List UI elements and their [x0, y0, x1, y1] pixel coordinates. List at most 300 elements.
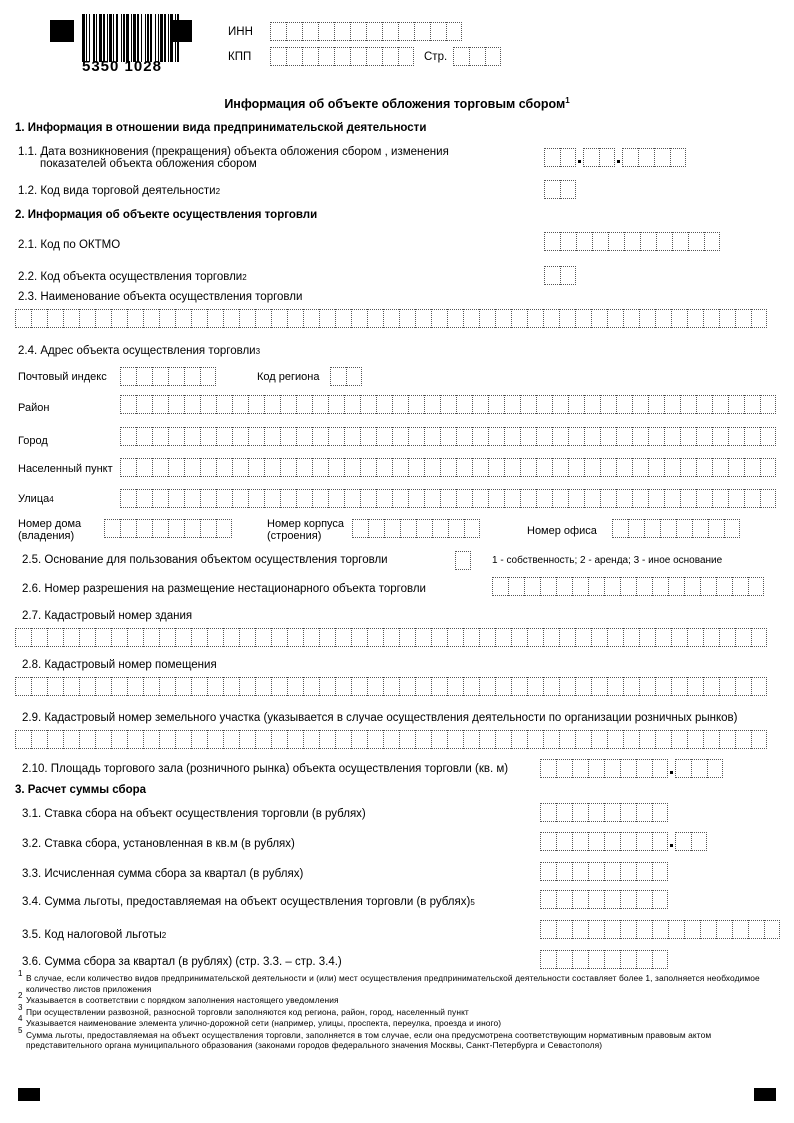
input-cell[interactable]: [696, 395, 712, 414]
input-cell[interactable]: [652, 577, 668, 596]
input-cell[interactable]: [184, 519, 200, 538]
input-cell[interactable]: [31, 309, 47, 328]
input-cell[interactable]: [120, 489, 136, 508]
house-number-input[interactable]: [104, 519, 232, 538]
input-cell[interactable]: [312, 427, 328, 446]
field-2-1-input[interactable]: [544, 232, 720, 251]
input-cell[interactable]: [652, 862, 668, 881]
input-cell[interactable]: [632, 458, 648, 477]
input-cell[interactable]: [588, 803, 604, 822]
input-cell[interactable]: [424, 458, 440, 477]
input-cell[interactable]: [408, 489, 424, 508]
input-cell[interactable]: [620, 890, 636, 909]
input-cell[interactable]: [600, 489, 616, 508]
input-cell[interactable]: [728, 395, 744, 414]
input-cell[interactable]: [691, 832, 707, 851]
input-cell[interactable]: [664, 489, 680, 508]
input-cell[interactable]: [652, 803, 668, 822]
input-cell[interactable]: [120, 367, 136, 386]
input-cell[interactable]: [328, 427, 344, 446]
input-cell[interactable]: [248, 458, 264, 477]
input-cell[interactable]: [47, 628, 63, 647]
input-cell[interactable]: [200, 489, 216, 508]
input-cell[interactable]: [520, 489, 536, 508]
input-cell[interactable]: [447, 309, 463, 328]
input-cell[interactable]: [255, 677, 271, 696]
input-cell[interactable]: [207, 730, 223, 749]
input-cell[interactable]: [604, 890, 620, 909]
input-cell[interactable]: [616, 458, 632, 477]
input-cell[interactable]: [556, 832, 572, 851]
input-cell[interactable]: [680, 489, 696, 508]
input-cell[interactable]: [527, 730, 543, 749]
input-cell[interactable]: [624, 232, 640, 251]
input-cell[interactable]: [648, 427, 664, 446]
building-number-input[interactable]: [352, 519, 480, 538]
input-cell[interactable]: [271, 628, 287, 647]
input-cell[interactable]: [159, 309, 175, 328]
input-cell[interactable]: [303, 677, 319, 696]
input-cell[interactable]: [744, 395, 760, 414]
input-cell[interactable]: [168, 367, 184, 386]
input-cell[interactable]: [584, 489, 600, 508]
input-cell[interactable]: [95, 309, 111, 328]
input-cell[interactable]: [335, 309, 351, 328]
input-cell[interactable]: [383, 677, 399, 696]
input-cell[interactable]: [200, 395, 216, 414]
input-cell[interactable]: [270, 47, 286, 66]
input-cell[interactable]: [424, 489, 440, 508]
input-cell[interactable]: [232, 489, 248, 508]
input-cell[interactable]: [511, 677, 527, 696]
input-cell[interactable]: [296, 395, 312, 414]
input-cell[interactable]: [607, 677, 623, 696]
input-cell[interactable]: [79, 730, 95, 749]
input-cell[interactable]: [640, 232, 656, 251]
input-cell[interactable]: [527, 628, 543, 647]
input-cell[interactable]: [588, 759, 604, 778]
input-cell[interactable]: [671, 730, 687, 749]
field-2-3-input[interactable]: [15, 309, 767, 328]
input-cell[interactable]: [184, 367, 200, 386]
input-cell[interactable]: [648, 395, 664, 414]
input-cell[interactable]: [675, 759, 691, 778]
street-input[interactable]: [120, 489, 776, 508]
input-cell[interactable]: [159, 628, 175, 647]
input-cell[interactable]: [335, 730, 351, 749]
input-cell[interactable]: [572, 577, 588, 596]
input-cell[interactable]: [639, 730, 655, 749]
input-cell[interactable]: [382, 22, 398, 41]
input-cell[interactable]: [239, 677, 255, 696]
field-2-6-input[interactable]: [492, 577, 764, 596]
input-cell[interactable]: [248, 489, 264, 508]
input-cell[interactable]: [287, 628, 303, 647]
input-cell[interactable]: [287, 677, 303, 696]
input-cell[interactable]: [751, 309, 767, 328]
input-cell[interactable]: [335, 677, 351, 696]
input-cell[interactable]: [623, 677, 639, 696]
input-cell[interactable]: [168, 519, 184, 538]
input-cell[interactable]: [392, 458, 408, 477]
input-cell[interactable]: [184, 489, 200, 508]
input-cell[interactable]: [572, 890, 588, 909]
input-cell[interactable]: [655, 309, 671, 328]
input-cell[interactable]: [431, 309, 447, 328]
city-input[interactable]: [120, 427, 776, 446]
input-cell[interactable]: [559, 677, 575, 696]
input-cell[interactable]: [604, 759, 620, 778]
input-cell[interactable]: [479, 677, 495, 696]
input-cell[interactable]: [15, 677, 31, 696]
input-cell[interactable]: [670, 148, 686, 167]
input-cell[interactable]: [312, 489, 328, 508]
input-cell[interactable]: [366, 47, 382, 66]
input-cell[interactable]: [399, 309, 415, 328]
input-cell[interactable]: [504, 395, 520, 414]
input-cell[interactable]: [431, 730, 447, 749]
input-cell[interactable]: [328, 489, 344, 508]
input-cell[interactable]: [536, 489, 552, 508]
input-cell[interactable]: [588, 862, 604, 881]
input-cell[interactable]: [367, 309, 383, 328]
input-cell[interactable]: [687, 309, 703, 328]
input-cell[interactable]: [360, 395, 376, 414]
input-cell[interactable]: [223, 628, 239, 647]
input-cell[interactable]: [540, 803, 556, 822]
input-cell[interactable]: [543, 309, 559, 328]
input-cell[interactable]: [495, 730, 511, 749]
input-cell[interactable]: [504, 458, 520, 477]
input-cell[interactable]: [716, 920, 732, 939]
input-cell[interactable]: [672, 232, 688, 251]
postal-index-input[interactable]: [120, 367, 216, 386]
input-cell[interactable]: [264, 458, 280, 477]
input-cell[interactable]: [588, 920, 604, 939]
input-cell[interactable]: [671, 309, 687, 328]
input-cell[interactable]: [691, 759, 707, 778]
input-cell[interactable]: [568, 489, 584, 508]
input-cell[interactable]: [120, 395, 136, 414]
input-cell[interactable]: [453, 47, 469, 66]
input-cell[interactable]: [712, 489, 728, 508]
input-cell[interactable]: [15, 628, 31, 647]
input-cell[interactable]: [191, 628, 207, 647]
input-cell[interactable]: [536, 458, 552, 477]
input-cell[interactable]: [207, 628, 223, 647]
input-cell[interactable]: [623, 309, 639, 328]
input-cell[interactable]: [415, 677, 431, 696]
input-cell[interactable]: [655, 730, 671, 749]
input-cell[interactable]: [540, 862, 556, 881]
input-cell[interactable]: [350, 47, 366, 66]
input-cell[interactable]: [479, 628, 495, 647]
input-cell[interactable]: [604, 920, 620, 939]
input-cell[interactable]: [636, 920, 652, 939]
input-cell[interactable]: [712, 458, 728, 477]
input-cell[interactable]: [584, 458, 600, 477]
input-cell[interactable]: [544, 232, 560, 251]
input-cell[interactable]: [664, 395, 680, 414]
input-cell[interactable]: [604, 862, 620, 881]
input-cell[interactable]: [79, 677, 95, 696]
input-cell[interactable]: [636, 832, 652, 851]
input-cell[interactable]: [383, 309, 399, 328]
input-cell[interactable]: [652, 890, 668, 909]
input-cell[interactable]: [560, 180, 576, 199]
input-cell[interactable]: [136, 367, 152, 386]
input-cell[interactable]: [751, 677, 767, 696]
input-cell[interactable]: [456, 395, 472, 414]
input-cell[interactable]: [607, 309, 623, 328]
input-cell[interactable]: [330, 367, 346, 386]
input-cell[interactable]: [344, 458, 360, 477]
input-cell[interactable]: [382, 47, 398, 66]
input-cell[interactable]: [588, 890, 604, 909]
input-cell[interactable]: [31, 730, 47, 749]
input-cell[interactable]: [111, 628, 127, 647]
input-cell[interactable]: [511, 628, 527, 647]
input-cell[interactable]: [216, 458, 232, 477]
input-cell[interactable]: [360, 427, 376, 446]
input-cell[interactable]: [95, 628, 111, 647]
input-cell[interactable]: [31, 677, 47, 696]
input-cell[interactable]: [318, 47, 334, 66]
input-cell[interactable]: [351, 677, 367, 696]
input-cell[interactable]: [660, 519, 676, 538]
input-cell[interactable]: [620, 950, 636, 969]
input-cell[interactable]: [287, 730, 303, 749]
input-cell[interactable]: [376, 489, 392, 508]
input-cell[interactable]: [704, 232, 720, 251]
input-cell[interactable]: [552, 395, 568, 414]
input-cell[interactable]: [560, 148, 576, 167]
input-cell[interactable]: [168, 489, 184, 508]
input-cell[interactable]: [152, 458, 168, 477]
input-cell[interactable]: [472, 427, 488, 446]
input-cell[interactable]: [687, 628, 703, 647]
input-cell[interactable]: [639, 309, 655, 328]
input-cell[interactable]: [508, 577, 524, 596]
input-cell[interactable]: [612, 519, 628, 538]
input-cell[interactable]: [447, 730, 463, 749]
input-cell[interactable]: [544, 180, 560, 199]
input-cell[interactable]: [264, 395, 280, 414]
input-cell[interactable]: [447, 677, 463, 696]
input-cell[interactable]: [760, 489, 776, 508]
input-cell[interactable]: [664, 458, 680, 477]
input-cell[interactable]: [79, 309, 95, 328]
input-cell[interactable]: [191, 309, 207, 328]
input-cell[interactable]: [583, 148, 599, 167]
kpp-input[interactable]: [270, 47, 414, 66]
input-cell[interactable]: [556, 803, 572, 822]
field-3-1-input[interactable]: [540, 803, 668, 822]
input-cell[interactable]: [668, 577, 684, 596]
input-cell[interactable]: [334, 22, 350, 41]
input-cell[interactable]: [616, 395, 632, 414]
input-cell[interactable]: [616, 427, 632, 446]
input-cell[interactable]: [732, 577, 748, 596]
input-cell[interactable]: [104, 519, 120, 538]
input-cell[interactable]: [620, 832, 636, 851]
input-cell[interactable]: [692, 519, 708, 538]
input-cell[interactable]: [751, 730, 767, 749]
input-cell[interactable]: [398, 47, 414, 66]
input-cell[interactable]: [703, 628, 719, 647]
input-cell[interactable]: [264, 427, 280, 446]
input-cell[interactable]: [735, 677, 751, 696]
input-cell[interactable]: [270, 22, 286, 41]
input-cell[interactable]: [696, 458, 712, 477]
input-cell[interactable]: [152, 489, 168, 508]
input-cell[interactable]: [588, 832, 604, 851]
input-cell[interactable]: [383, 730, 399, 749]
input-cell[interactable]: [384, 519, 400, 538]
input-cell[interactable]: [540, 577, 556, 596]
field-3-2-decimal-input[interactable]: [675, 832, 707, 851]
input-cell[interactable]: [120, 519, 136, 538]
input-cell[interactable]: [479, 309, 495, 328]
input-cell[interactable]: [703, 730, 719, 749]
input-cell[interactable]: [664, 427, 680, 446]
input-cell[interactable]: [424, 427, 440, 446]
input-cell[interactable]: [303, 730, 319, 749]
input-cell[interactable]: [392, 427, 408, 446]
input-cell[interactable]: [415, 730, 431, 749]
input-cell[interactable]: [719, 677, 735, 696]
inn-input[interactable]: [270, 22, 462, 41]
input-cell[interactable]: [568, 395, 584, 414]
input-cell[interactable]: [575, 309, 591, 328]
input-cell[interactable]: [360, 458, 376, 477]
input-cell[interactable]: [636, 577, 652, 596]
input-cell[interactable]: [684, 920, 700, 939]
input-cell[interactable]: [495, 677, 511, 696]
input-cell[interactable]: [648, 489, 664, 508]
input-cell[interactable]: [676, 519, 692, 538]
input-cell[interactable]: [684, 577, 700, 596]
input-cell[interactable]: [168, 395, 184, 414]
input-cell[interactable]: [719, 730, 735, 749]
input-cell[interactable]: [440, 458, 456, 477]
input-cell[interactable]: [485, 47, 501, 66]
input-cell[interactable]: [366, 22, 382, 41]
input-cell[interactable]: [707, 759, 723, 778]
input-cell[interactable]: [638, 148, 654, 167]
input-cell[interactable]: [724, 519, 740, 538]
input-cell[interactable]: [136, 395, 152, 414]
input-cell[interactable]: [296, 427, 312, 446]
field-3-4-input[interactable]: [540, 890, 668, 909]
input-cell[interactable]: [560, 266, 576, 285]
input-cell[interactable]: [127, 730, 143, 749]
input-cell[interactable]: [636, 862, 652, 881]
input-cell[interactable]: [368, 519, 384, 538]
input-cell[interactable]: [432, 519, 448, 538]
input-cell[interactable]: [712, 427, 728, 446]
input-cell[interactable]: [127, 628, 143, 647]
input-cell[interactable]: [591, 677, 607, 696]
input-cell[interactable]: [200, 367, 216, 386]
input-cell[interactable]: [152, 427, 168, 446]
input-cell[interactable]: [671, 628, 687, 647]
input-cell[interactable]: [319, 677, 335, 696]
input-cell[interactable]: [280, 395, 296, 414]
input-cell[interactable]: [575, 730, 591, 749]
input-cell[interactable]: [652, 832, 668, 851]
input-cell[interactable]: [184, 427, 200, 446]
input-cell[interactable]: [383, 628, 399, 647]
input-cell[interactable]: [520, 395, 536, 414]
input-cell[interactable]: [568, 427, 584, 446]
field-2-7-input[interactable]: [15, 628, 767, 647]
input-cell[interactable]: [255, 628, 271, 647]
input-cell[interactable]: [143, 309, 159, 328]
input-cell[interactable]: [728, 427, 744, 446]
input-cell[interactable]: [408, 395, 424, 414]
input-cell[interactable]: [744, 489, 760, 508]
input-cell[interactable]: [648, 458, 664, 477]
input-cell[interactable]: [556, 920, 572, 939]
input-cell[interactable]: [318, 22, 334, 41]
input-cell[interactable]: [280, 427, 296, 446]
input-cell[interactable]: [552, 427, 568, 446]
input-cell[interactable]: [760, 395, 776, 414]
input-cell[interactable]: [319, 628, 335, 647]
input-cell[interactable]: [344, 395, 360, 414]
input-cell[interactable]: [504, 427, 520, 446]
input-cell[interactable]: [607, 730, 623, 749]
input-cell[interactable]: [552, 489, 568, 508]
input-cell[interactable]: [440, 489, 456, 508]
input-cell[interactable]: [540, 890, 556, 909]
input-cell[interactable]: [408, 458, 424, 477]
input-cell[interactable]: [351, 730, 367, 749]
input-cell[interactable]: [352, 519, 368, 538]
input-cell[interactable]: [488, 489, 504, 508]
input-cell[interactable]: [592, 232, 608, 251]
input-cell[interactable]: [95, 730, 111, 749]
input-cell[interactable]: [472, 489, 488, 508]
input-cell[interactable]: [540, 759, 556, 778]
input-cell[interactable]: [239, 309, 255, 328]
input-cell[interactable]: [488, 427, 504, 446]
input-cell[interactable]: [191, 730, 207, 749]
input-cell[interactable]: [492, 577, 508, 596]
input-cell[interactable]: [463, 628, 479, 647]
input-cell[interactable]: [463, 730, 479, 749]
input-cell[interactable]: [632, 489, 648, 508]
input-cell[interactable]: [400, 519, 416, 538]
input-cell[interactable]: [556, 890, 572, 909]
input-cell[interactable]: [303, 628, 319, 647]
input-cell[interactable]: [696, 427, 712, 446]
input-cell[interactable]: [296, 458, 312, 477]
input-cell[interactable]: [735, 628, 751, 647]
input-cell[interactable]: [668, 920, 684, 939]
input-cell[interactable]: [168, 427, 184, 446]
input-cell[interactable]: [287, 309, 303, 328]
input-cell[interactable]: [303, 309, 319, 328]
input-cell[interactable]: [31, 628, 47, 647]
input-cell[interactable]: [604, 803, 620, 822]
input-cell[interactable]: [376, 395, 392, 414]
input-cell[interactable]: [764, 920, 780, 939]
input-cell[interactable]: [376, 458, 392, 477]
input-cell[interactable]: [575, 628, 591, 647]
input-cell[interactable]: [120, 458, 136, 477]
